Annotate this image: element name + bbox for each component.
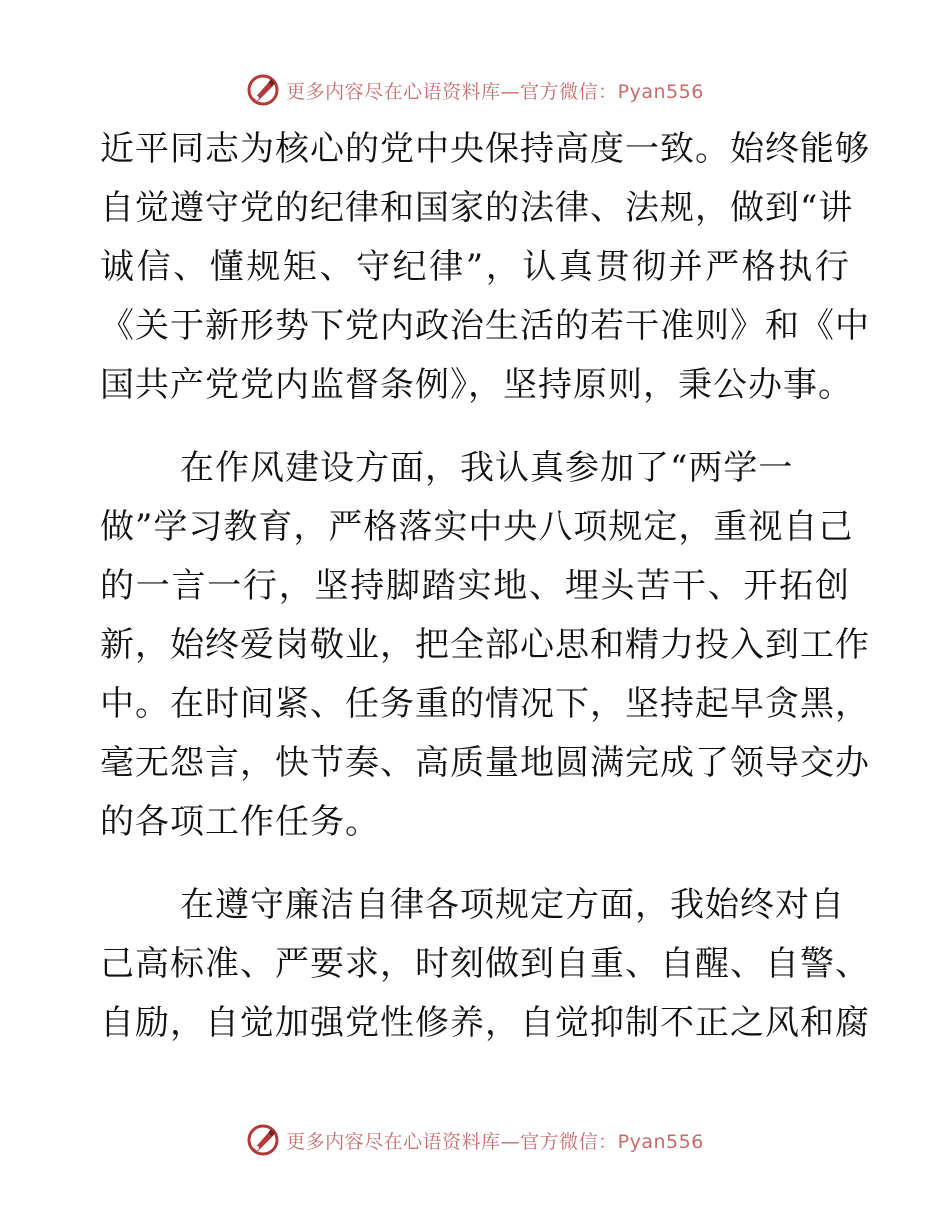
paragraph-line: 中。在时间紧、任务重的情况下，坚持起早贪黑，: [100, 684, 870, 724]
pen-logo-icon: [246, 73, 280, 107]
paragraph-1: [100, 120, 870, 415]
paragraph-3: [100, 876, 870, 1053]
paragraph-2: [100, 439, 870, 852]
paragraph-line: 诚信、懂规矩、守纪律”，认真贯彻并严格执行: [100, 247, 850, 287]
paragraph-line: 做”学习教育，严格落实中央八项规定，重视自己: [100, 507, 854, 547]
paragraph-gap: [100, 852, 850, 876]
header-banner: [0, 70, 950, 110]
document-body: [100, 120, 870, 1053]
paragraph-line: 国共产党党内监督条例》，坚持原则，秉公办事。: [100, 365, 853, 405]
paragraph-gap: [100, 415, 850, 439]
footer-banner: [0, 1120, 950, 1160]
footer-banner-inner: [246, 1123, 704, 1157]
paragraph-line: 己高标准、严要求，时刻做到自重、自醒、自警、: [100, 944, 870, 984]
paragraph-line: 在遵守廉洁自律各项规定方面，我始终对自: [180, 885, 845, 925]
paragraph-line: 自觉遵守党的纪律和国家的法律、法规，做到“讲: [100, 188, 854, 228]
paragraph-line: 的各项工作任务。: [100, 802, 380, 842]
paragraph-line: 的一言一行，坚持脚踏实地、埋头苦干、开拓创: [100, 566, 850, 606]
footer-banner-text: 更多内容尽在心语资料库—官方微信：Pyan556: [286, 1130, 704, 1153]
paragraph-line: 自励，自觉加强党性修养，自觉抑制不正之风和腐: [100, 1003, 870, 1043]
header-banner-text: 更多内容尽在心语资料库—官方微信：Pyan556: [286, 80, 704, 103]
paragraph-line: 新，始终爱岗敬业，把全部心思和精力投入到工作: [100, 625, 870, 665]
paragraph-line: 近平同志为核心的党中央保持高度一致。始终能够: [100, 129, 870, 169]
paragraph-line: 毫无怨言，快节奏、高质量地圆满完成了领导交办: [100, 743, 870, 783]
header-banner-inner: [246, 73, 704, 107]
paragraph-line: 《关于新形势下党内政治生活的若干准则》和《中: [100, 306, 870, 346]
paragraph-line: 在作风建设方面，我认真参加了“两学一: [180, 448, 794, 488]
pen-logo-icon: [246, 1123, 280, 1157]
